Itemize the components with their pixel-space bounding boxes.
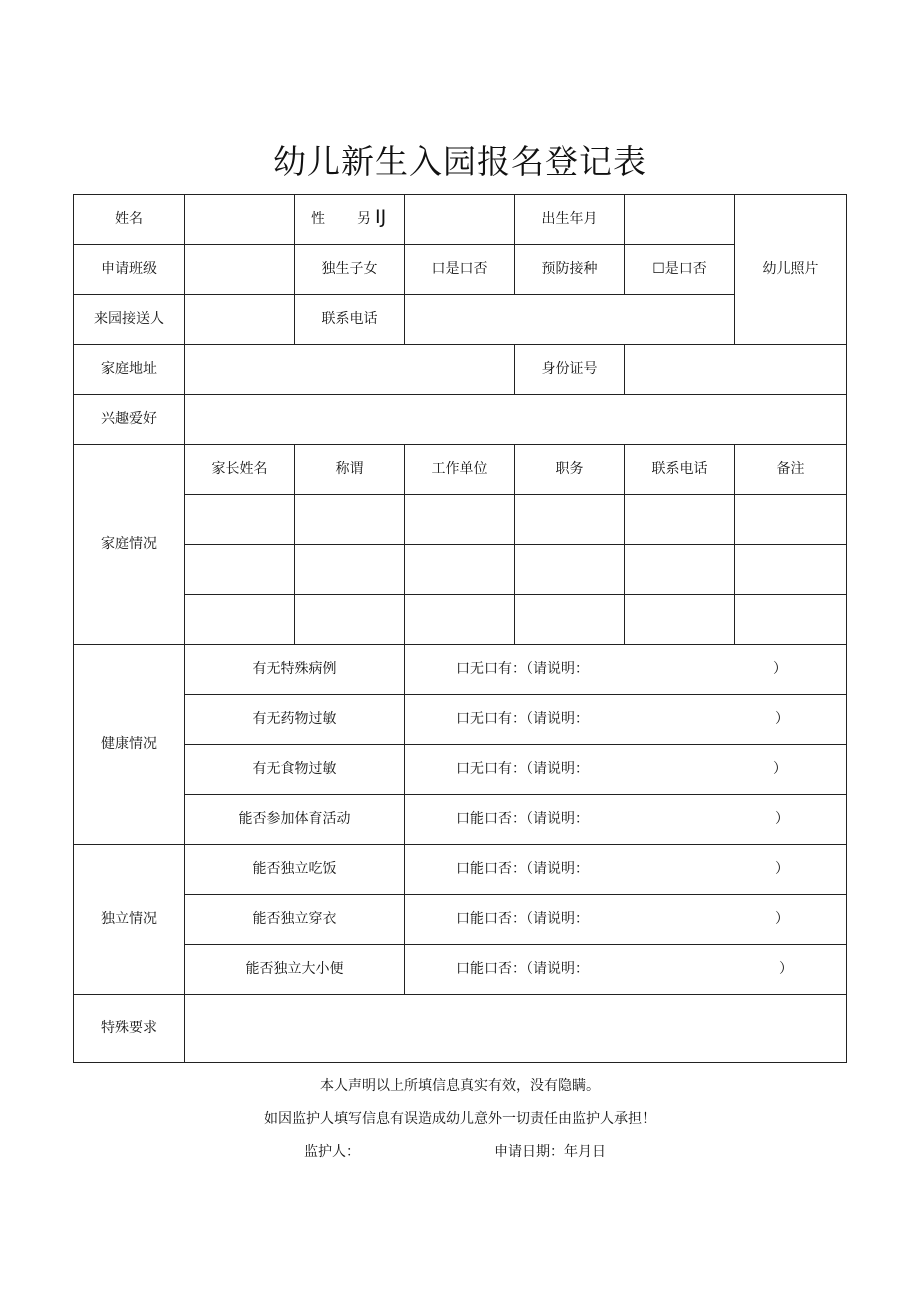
class-field[interactable] xyxy=(185,245,295,295)
family-cell[interactable] xyxy=(735,495,847,545)
close-paren: ） xyxy=(775,711,789,727)
close-paren: ） xyxy=(779,961,793,977)
family-cell[interactable] xyxy=(515,595,625,645)
family-section-label: 家庭情况 xyxy=(74,445,185,645)
class-label: 申请班级 xyxy=(74,245,185,295)
health-item-options[interactable]: 口无口有：（请说明： xyxy=(456,711,589,727)
family-cell[interactable] xyxy=(185,545,295,595)
liability-text: 如因监护人填写信息有误造成幼儿意外一切责任由监护人承担！ xyxy=(264,1111,656,1127)
family-cell[interactable] xyxy=(405,595,515,645)
family-header-relation: 称谓 xyxy=(295,445,405,495)
health-item-value[interactable] xyxy=(405,695,847,745)
id-label: 身份证号 xyxy=(515,345,625,395)
sex-label-b: 另 xyxy=(357,211,371,227)
health-item-label: 能否参加体育活动 xyxy=(185,795,405,845)
health-item-value[interactable] xyxy=(405,745,847,795)
health-item-value[interactable] xyxy=(405,645,847,695)
independence-item-label: 能否独立大小便 xyxy=(185,945,405,995)
family-cell[interactable] xyxy=(185,595,295,645)
close-paren: ） xyxy=(773,761,787,777)
declaration-text: 本人声明以上所填信息真实有效，没有隐瞒。 xyxy=(320,1078,600,1094)
independence-item-options[interactable]: 口能口否：（请说明： xyxy=(456,861,589,877)
close-paren: ） xyxy=(773,661,787,677)
only-child-options[interactable]: 口是口否 xyxy=(405,245,515,295)
family-cell[interactable] xyxy=(735,595,847,645)
special-requirements-label: 特殊要求 xyxy=(74,995,185,1063)
sex-label-cell xyxy=(295,195,405,245)
phone-label: 联系电话 xyxy=(295,295,405,345)
independence-item-label: 能否独立穿衣 xyxy=(185,895,405,945)
independence-item-value[interactable] xyxy=(405,845,847,895)
family-header-parent-name: 家长姓名 xyxy=(185,445,295,495)
family-row xyxy=(74,495,847,545)
family-cell[interactable] xyxy=(405,495,515,545)
close-paren: ） xyxy=(775,911,789,927)
close-paren: ） xyxy=(775,861,789,877)
hobby-label: 兴趣爱好 xyxy=(74,395,185,445)
pickup-label: 来园接送人 xyxy=(74,295,185,345)
close-paren: ） xyxy=(775,811,789,827)
sex-label-a: 性 xyxy=(311,211,325,227)
address-label: 家庭地址 xyxy=(74,345,185,395)
id-field[interactable] xyxy=(625,345,847,395)
independence-item-options[interactable]: 口能口否：（请说明： xyxy=(456,961,589,977)
family-header-workplace: 工作单位 xyxy=(405,445,515,495)
independence-section-label: 独立情况 xyxy=(74,845,185,995)
health-item-options[interactable]: 口无口有：（请说明： xyxy=(456,661,589,677)
form-title: 幼儿新生入园报名登记表 xyxy=(273,142,647,181)
special-requirements-field[interactable] xyxy=(185,995,847,1063)
health-section-label: 健康情况 xyxy=(74,645,185,845)
family-cell[interactable] xyxy=(295,545,405,595)
registration-form-table xyxy=(73,194,847,1063)
vaccine-label: 预防接种 xyxy=(515,245,625,295)
sex-field[interactable] xyxy=(405,195,515,245)
health-item-label: 有无特殊病例 xyxy=(185,645,405,695)
family-cell[interactable] xyxy=(295,595,405,645)
independence-item-value[interactable] xyxy=(405,945,847,995)
family-cell[interactable] xyxy=(515,545,625,595)
health-item-label: 有无药物过敏 xyxy=(185,695,405,745)
independence-item-label: 能否独立吃饭 xyxy=(185,845,405,895)
health-item-options[interactable]: 口能口否：（请说明： xyxy=(456,811,589,827)
address-field[interactable] xyxy=(185,345,515,395)
birth-field[interactable] xyxy=(625,195,735,245)
only-child-label: 独生子女 xyxy=(295,245,405,295)
family-cell[interactable] xyxy=(185,495,295,545)
guardian-label: 监护人： xyxy=(304,1144,360,1160)
family-cell[interactable] xyxy=(735,545,847,595)
family-row xyxy=(74,545,847,595)
family-header-position: 职务 xyxy=(515,445,625,495)
family-cell[interactable] xyxy=(405,545,515,595)
name-label: 姓名 xyxy=(74,195,185,245)
independence-item-options[interactable]: 口能口否：（请说明： xyxy=(456,911,589,927)
sex-label-mark: IJ xyxy=(375,206,387,228)
health-item-label: 有无食物过敏 xyxy=(185,745,405,795)
phone-field[interactable] xyxy=(405,295,735,345)
application-date-label: 申请日期：年月日 xyxy=(494,1144,606,1160)
independence-item-value[interactable] xyxy=(405,895,847,945)
family-cell[interactable] xyxy=(295,495,405,545)
family-row xyxy=(74,595,847,645)
hobby-field[interactable] xyxy=(185,395,847,445)
family-header-phone: 联系电话 xyxy=(625,445,735,495)
family-cell[interactable] xyxy=(625,545,735,595)
family-cell[interactable] xyxy=(625,595,735,645)
family-cell[interactable] xyxy=(515,495,625,545)
pickup-field[interactable] xyxy=(185,295,295,345)
vaccine-options[interactable]: ☐是口否 xyxy=(625,245,735,295)
name-field[interactable] xyxy=(185,195,295,245)
health-item-options[interactable]: 口无口有：（请说明： xyxy=(456,761,589,777)
family-header-remark: 备注 xyxy=(735,445,847,495)
family-cell[interactable] xyxy=(625,495,735,545)
birth-label: 出生年月 xyxy=(515,195,625,245)
photo-box[interactable]: 幼儿照片 xyxy=(735,195,847,345)
health-item-value[interactable] xyxy=(405,795,847,845)
